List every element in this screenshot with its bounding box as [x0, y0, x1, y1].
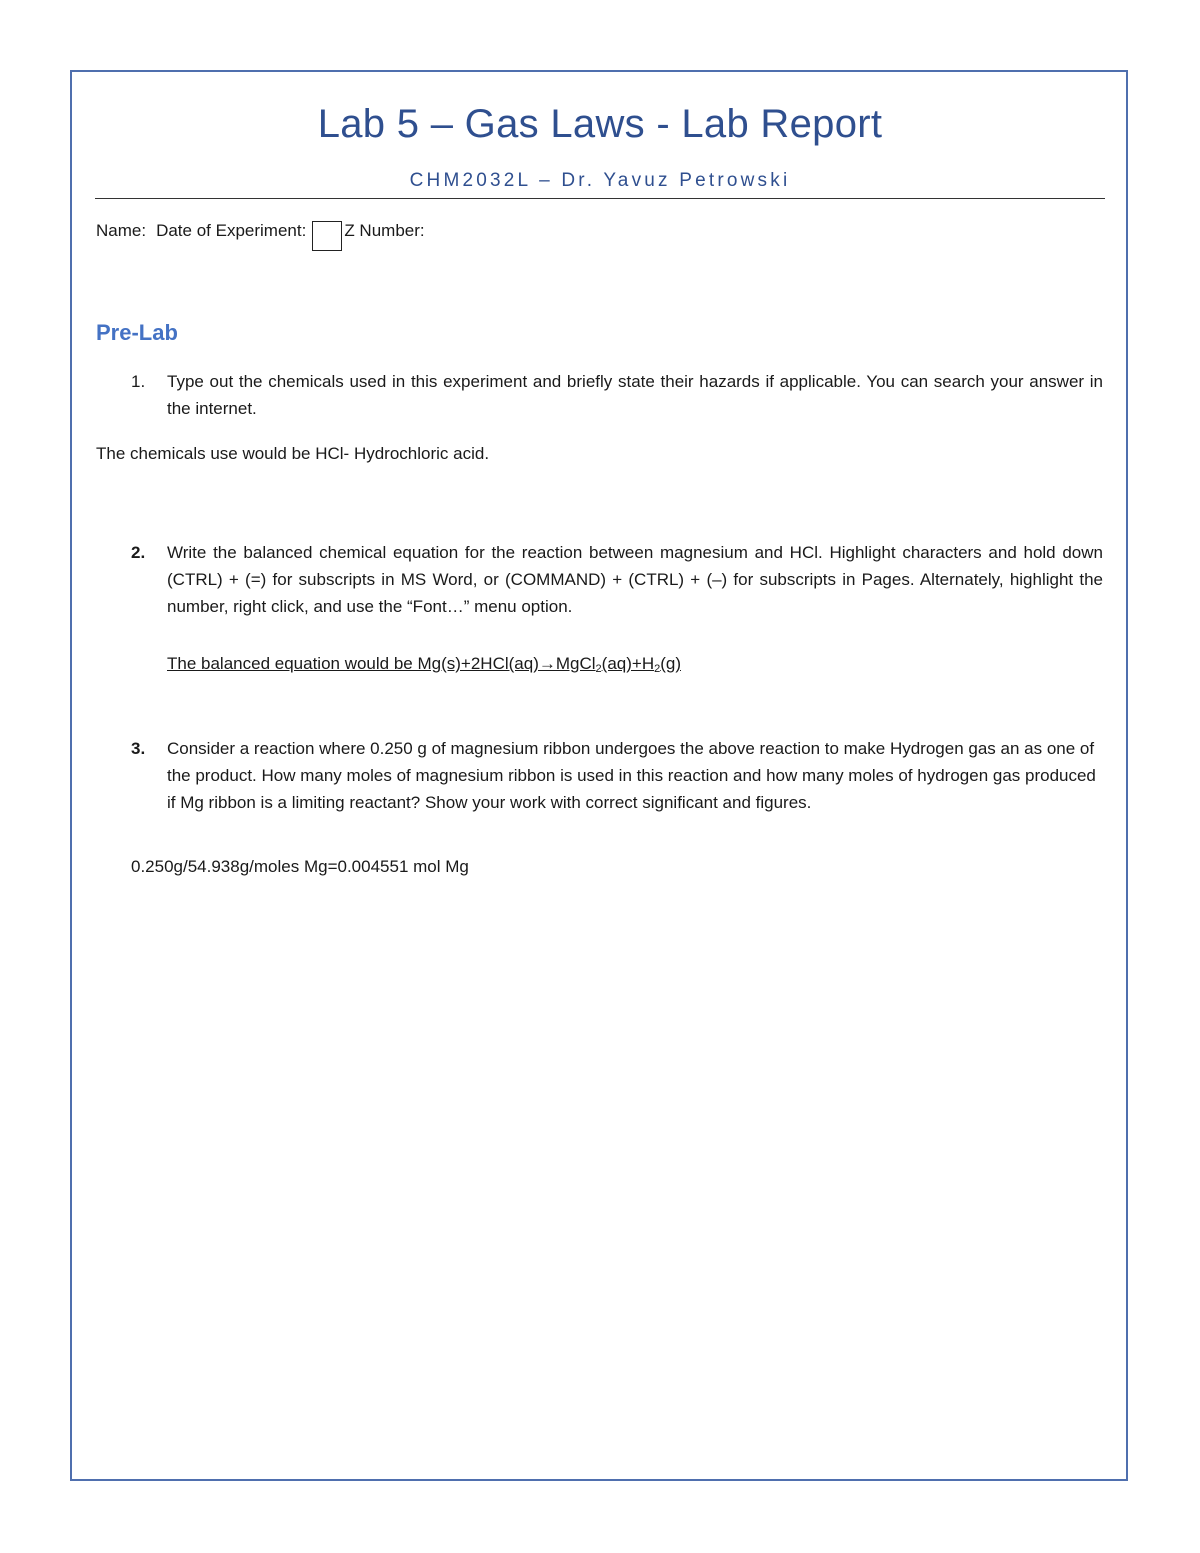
answer-2-mid: (aq)+H	[601, 654, 655, 673]
question-text: Write the balanced chemical equation for the reaction between magnesium and HCl. Highlight characters and hold down (CTRL) + (=) for subscripts in MS Word, or (COMMAND) + (CTRL) + (–) for subscripts in Pages. Alternately, highlight the number, right click, and use the “Font…” menu option.	[167, 543, 1103, 616]
question-number: 3.	[131, 739, 146, 758]
document-subtitle: CHM2032L – Dr. Yavuz Petrowski	[409, 170, 791, 191]
question-1	[131, 368, 1103, 422]
question-3	[131, 735, 1103, 816]
answer-2-prefix: The balanced equation would be Mg(s)+2HCl(aq)→MgCl	[167, 654, 596, 673]
answer-1[interactable]: The chemicals use would be HCl- Hydrochloric acid.	[96, 444, 490, 463]
name-label: Name:	[96, 221, 147, 240]
answer-2-suffix: (g)	[660, 654, 681, 673]
section-heading-prelab: Pre-Lab	[96, 320, 178, 345]
date-label: Date of Experiment:	[156, 221, 307, 240]
date-input-box[interactable]	[312, 221, 342, 251]
student-info-line	[96, 216, 425, 246]
question-text: Consider a reaction where 0.250 g of magnesium ribbon undergoes the above reaction to make Hydrogen gas an as one of the product. How many moles of magnesium ribbon is used in this reaction and how many moles of hydrogen gas produced if Mg ribbon is a limiting reactant? Show your work with correct significant and figures.	[167, 739, 1096, 812]
z-number-label: Z Number:	[344, 221, 425, 240]
answer-2[interactable]	[167, 650, 681, 683]
answer-3[interactable]: 0.250g/54.938g/moles Mg=0.004551 mol Mg	[131, 857, 469, 876]
question-number: 1.	[131, 372, 146, 391]
question-text: Type out the chemicals used in this experiment and briefly state their hazards if applicable. You can search your answer in the internet.	[167, 372, 1103, 418]
question-2	[131, 539, 1103, 620]
subscript-2b: 2	[654, 663, 661, 675]
question-number: 2.	[131, 543, 146, 562]
header-rule	[95, 198, 1105, 199]
subscript-2a: 2	[595, 663, 602, 675]
document-title: Lab 5 – Gas Laws - Lab Report	[317, 102, 883, 146]
